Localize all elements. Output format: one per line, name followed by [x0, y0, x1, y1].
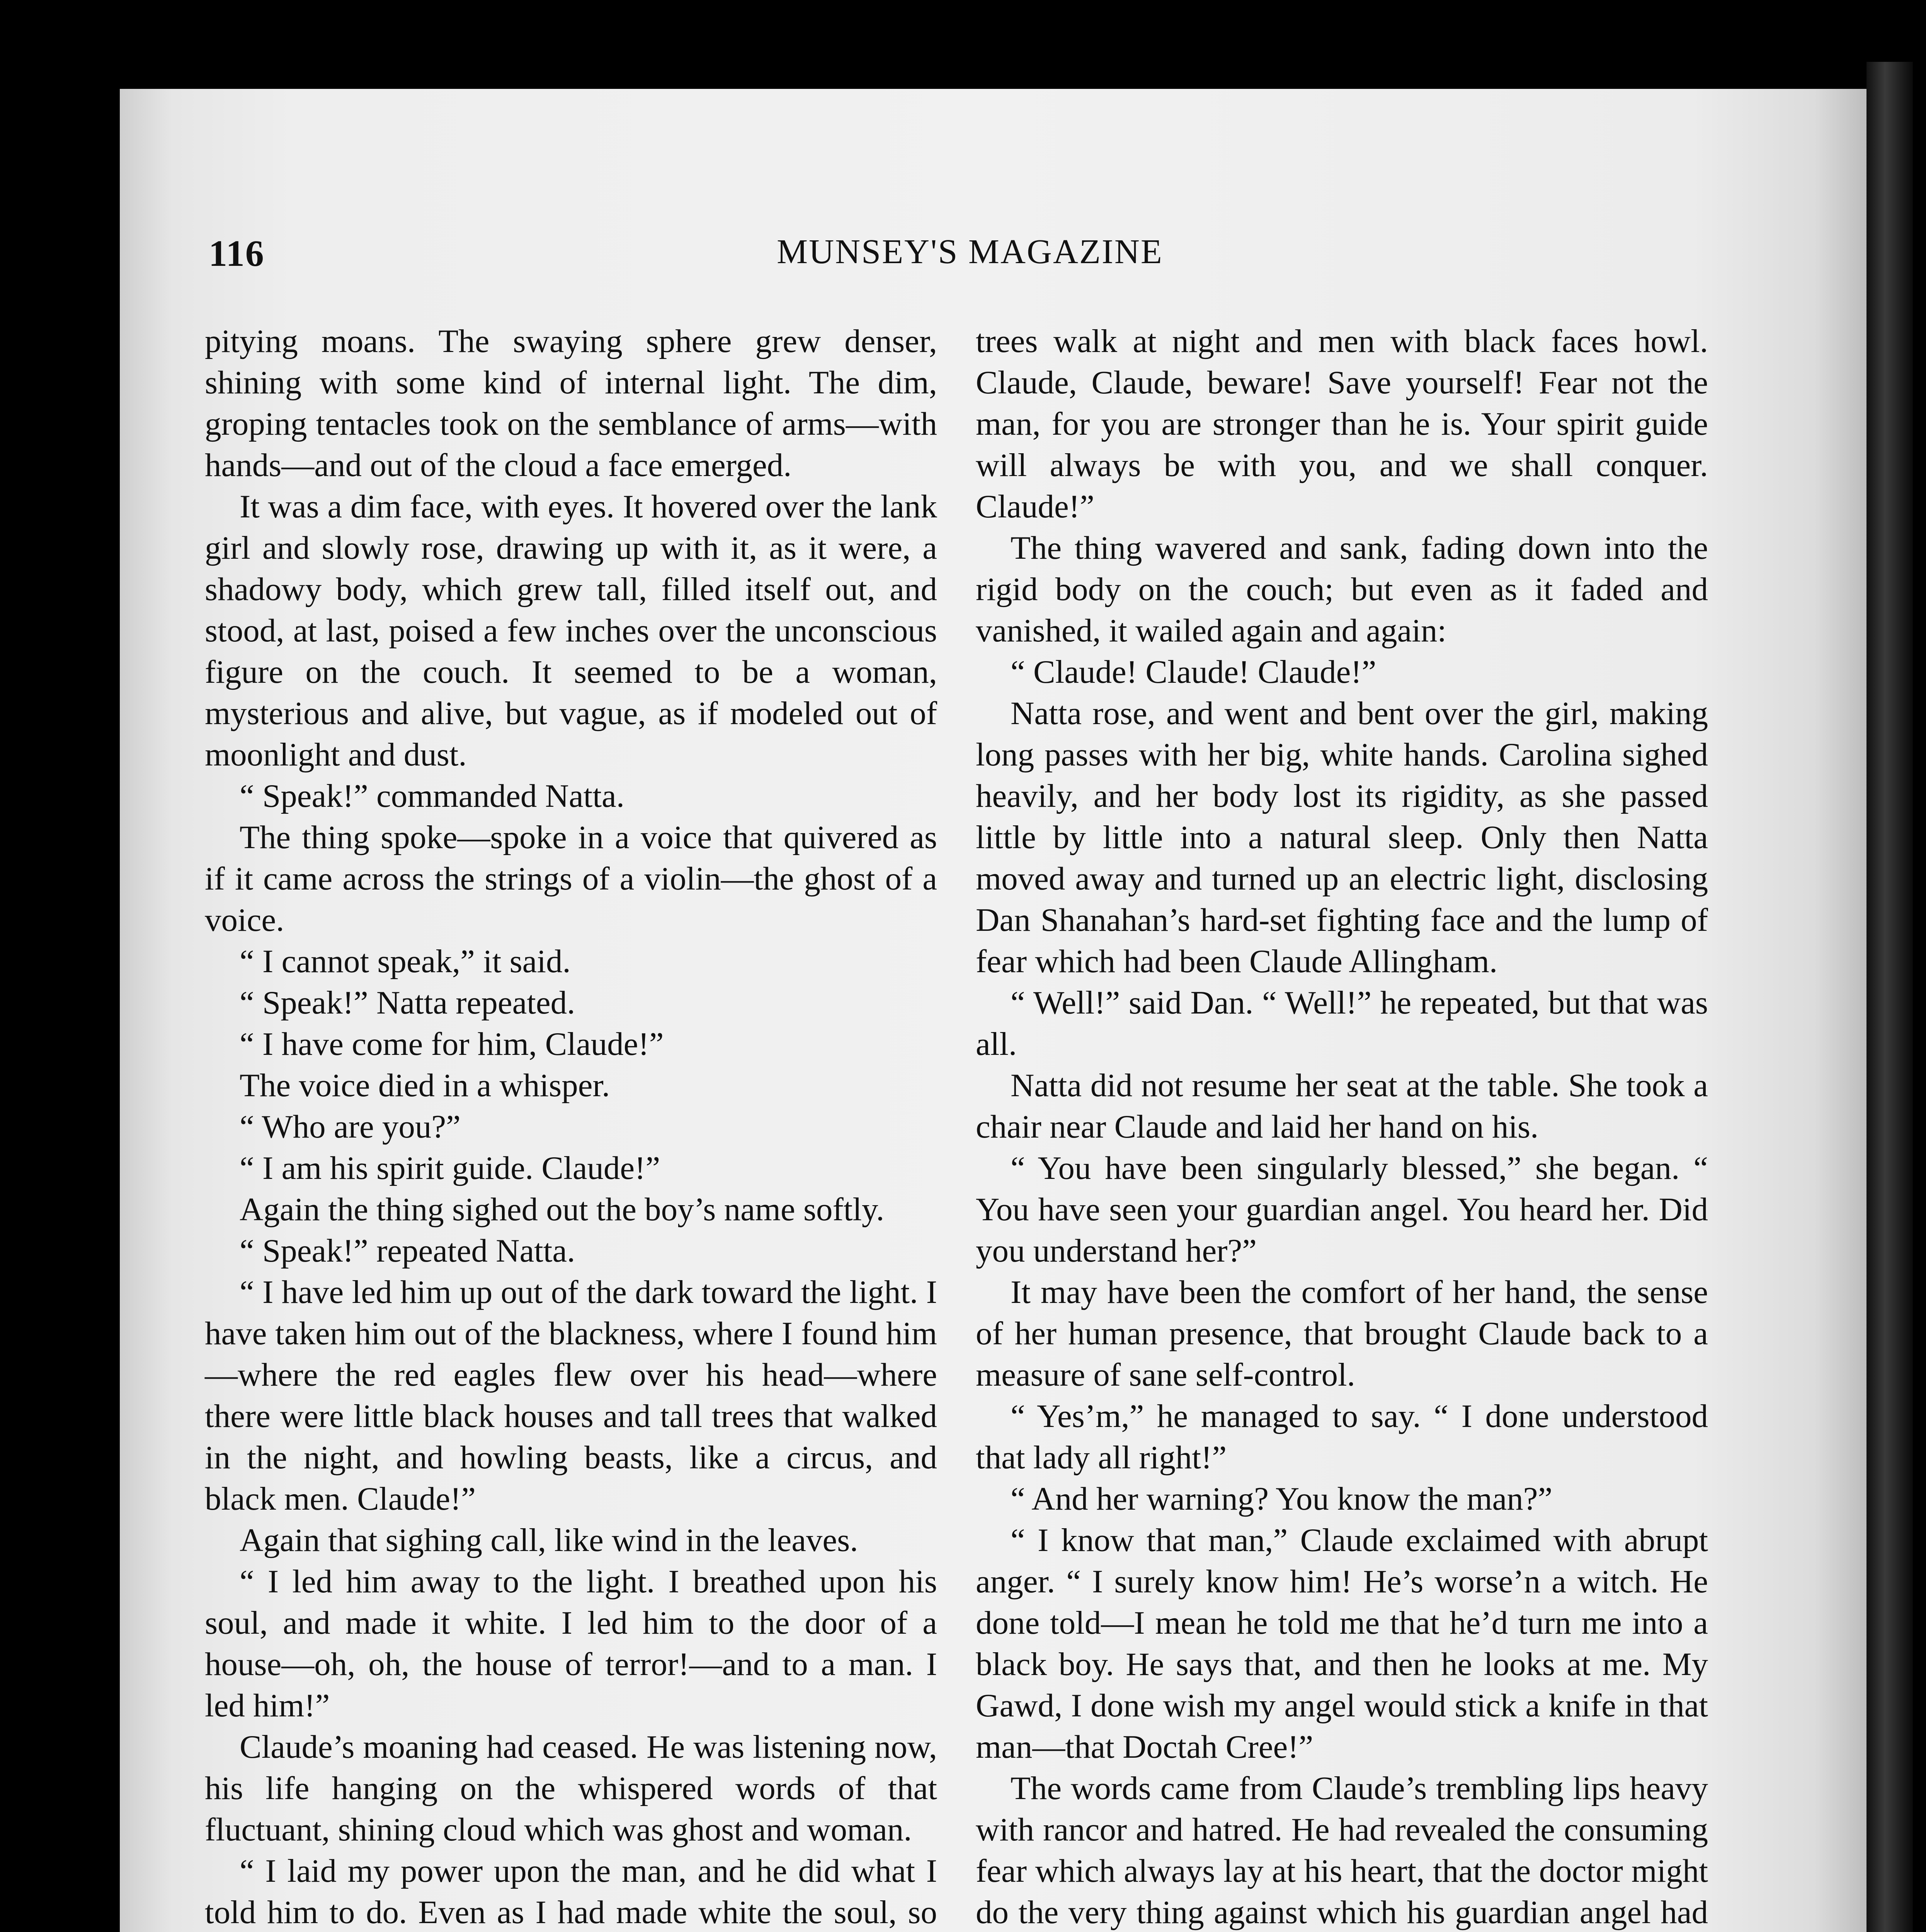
paragraph: “ Speak!” repeated Natta. — [240, 1233, 575, 1269]
paragraph: “ I know that man,” Claude exclaimed with abrupt anger. “ I surely know him! He’s worse’n a witch. He done told—I mean he told me that he’d turn me into a black boy. He says that, and then he looks at me. My Gawd, I done wish my angel would stick a knife in that man—that Doctah Cree!” — [976, 1522, 1708, 1765]
paragraph: The voice died in a whisper. — [240, 1067, 610, 1104]
paragraph: “ Speak!” Natta repeated. — [240, 985, 575, 1021]
paragraph: “ I have led him up out of the dark toward the light. I have taken him out of the blackness, where I found him—where the red eagles flew over his head—where there were little black houses and tall trees that walked in the night, and howling beasts, like a circus, and black men. Claude!” — [205, 1274, 937, 1517]
running-head — [209, 232, 1739, 286]
paragraph: “ Yes’m,” he managed to say. “ I done understood that lady all right!” — [976, 1398, 1708, 1476]
paragraph: “ I laid my power upon the man, and he did what I told him to do. Even as I had made white the soul, so — [205, 1853, 937, 1930]
paragraph: “ I cannot speak,” it said. — [240, 943, 571, 980]
paragraph: The words came from Claude’s trembling lips heavy with rancor and hatred. He had revealed the consuming fear which always lay at his heart, that the doctor might do the very thing against which his guardian angel had — [976, 1770, 1708, 1930]
paragraph: “ I led him away to the light. I breathed upon his soul, and made it white. I led him to the door of a house—oh, oh, the house of terror!—and to a man. I led him!” — [205, 1563, 937, 1724]
paragraph: pitying moans. The swaying sphere grew denser, shining with some kind of internal light. The dim, groping tentacles took on the semblance of arms—with hands—and out of the cloud a face emerged. — [205, 323, 937, 483]
paragraph: The thing spoke—spoke in a voice that quivered as if it came across the strings of a violin—the ghost of a voice. — [205, 819, 937, 938]
paragraph: “ I have come for him, Claude!” — [240, 1026, 664, 1062]
page-number: 116 — [209, 233, 265, 274]
paragraph: “ Who are you?” — [240, 1109, 461, 1145]
paragraph: “ You have been singularly blessed,” she began. “ You have seen your guardian angel. You heard her. Did you understand her?” — [976, 1150, 1708, 1269]
paragraph: “ I am his spirit guide. Claude!” — [240, 1150, 660, 1186]
next-page-edge — [1866, 62, 1913, 1932]
paragraph: “ Claude! Claude! Claude!” — [1011, 654, 1376, 690]
paragraph: Claude’s moaning had ceased. He was listening now, his life hanging on the whispered words of that fluctuant, shining cloud which was ghost and woman. — [205, 1729, 937, 1848]
magazine-title: MUNSEY'S MAGAZINE — [777, 233, 1163, 271]
paragraph: “ Well!” said Dan. “ Well!” he repeated, but that was all. — [976, 985, 1708, 1062]
paragraph: It may have been the comfort of her hand, the sense of her human presence, that brought Claude back to a measure of sane self-control. — [976, 1274, 1708, 1393]
paragraph: “ Speak!” commanded Natta. — [240, 778, 624, 814]
paragraph: “ And her warning? You know the man?” — [1011, 1481, 1553, 1517]
right-text-column — [976, 321, 1708, 1932]
paragraph: It was a dim face, with eyes. It hovered over the lank girl and slowly rose, drawing up with it, as it were, a shadowy body, which grew tall, filled itself out, and stood, at last, poised a few inches over the unconscious figure on the couch. It seemed to be a woman, mysterious and alive, but vague, as if modeled out of moonlight and dust. — [205, 488, 937, 773]
paragraph: Again that sighing call, like wind in the leaves. — [240, 1522, 858, 1558]
paragraph: The thing wavered and sank, fading down into the rigid body on the couch; but even as it faded and vanished, it wailed again and again: — [976, 530, 1708, 649]
paragraph: Again the thing sighed out the boy’s name softly. — [240, 1191, 885, 1228]
paragraph: Natta did not resume her seat at the table. She took a chair near Claude and laid her hand on his. — [976, 1067, 1708, 1145]
paragraph: Natta rose, and went and bent over the girl, making long passes with her big, white hands. Carolina sighed heavily, and her body lost its rigidity, as she passed little by little into a natural sleep. Only then Natta moved away and turned up an electric light, disclosing Dan Shanahan’s hard-set fighting face and the lump of fear which had been Claude Allingham. — [976, 695, 1708, 980]
left-text-column — [205, 321, 937, 1932]
paragraph: trees walk at night and men with black faces howl. Claude, Claude, beware! Save yourself! Fear not the man, for you are stronger than he is. Your spirit guide will always be with you, and we shall conquer. Claude!” — [976, 323, 1708, 525]
